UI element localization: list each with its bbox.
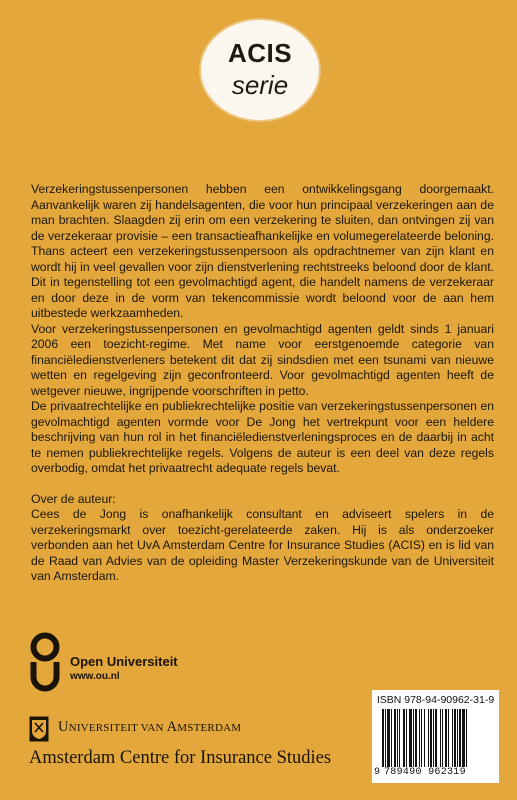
blurb-paragraph: De privaatrechtelijke en publiekrechtelijke positie van verzekeringstussenpersonen en gevolmachtigd agenten vormde voor De Jong het vertrekpunt voor een heldere beschrijving van hun rol in het financiëledienstverleningsproces en de daarbij in acht te nemen publiekrechtelijke regels. Volgens de auteur is een deel van deze regels overbodig, omdat het privaatrecht adequate regels bevat.	[31, 399, 494, 475]
isbn-label: ISBN 978-94-90962-31-9	[376, 694, 495, 706]
publisher-url: www.ou.nl	[70, 671, 120, 682]
series-title: ACIS	[227, 38, 293, 68]
author-heading: Over de auteur:	[31, 491, 116, 506]
university-initial-u: U	[58, 719, 69, 735]
centre-name: Amsterdam Centre for Insurance Studies	[29, 748, 332, 768]
blurb-paragraph: Verzekeringstussenpersonen hebben een ontwikkelingsgang doorgemaakt. Aanvankelijk waren zij handelsagenten, die voor hun principaal verzekeringen aan de man brachten. Slaagden zij erin om een verzekering te sluiten, dan ontvingen zij van de verzekeraar provisie – een transactieafhankelijke en volumegerelateerde beloning. Thans acteert een verzekeringstussenpersoon als opdrachtnemer van zijn klant en wordt hij in veel gevallen voor zijn dienstverlening rechtstreeks beloond door de klant. Dit in tegenstelling tot een gevolmachtigd agent, die handelt namens de verzekeraar en door deze in de vorm van tekencommissie wordt beloond voor de aan hem uitbestede werkzaamheden.	[31, 182, 494, 320]
author-bio: Cees de Jong is onafhankelijk consultant en adviseert spelers in de verzekeringsmarkt over toezicht-gerelateerde zaken. Hij is als onderzoeker verbonden aan het UvA Amsterdam Centre for Insurance Studies (ACIS) en is lid van de Raad van Advies van de opleiding Master Verzekeringskunde van de Universiteit van Amsterdam.	[31, 507, 494, 583]
publisher-name: Open Universiteit	[70, 654, 178, 669]
university-name	[58, 719, 241, 736]
university-rest-a: MSTERDAM	[177, 722, 242, 734]
barcode-icon	[382, 709, 492, 767]
uva-seal-icon	[29, 716, 49, 742]
blurb-paragraph: Voor verzekeringstussenpersonen en gevolmachtigd agenten geldt sinds 1 januari 2006 een toezicht-regime. Met name voor eerstgenoemde categorie van financiëledienstverleners betekent dit dat zij sindsdien met een tsunami van nieuwe wetten en regelgeving zijn geconfronteerd. Voor gevolmachtigd agenten heeft de wetgever nieuwe, ingrijpende voorschriften in petto.	[31, 321, 494, 398]
barcode-panel	[372, 690, 499, 783]
series-badge	[201, 20, 319, 120]
university-initial-a: A	[166, 719, 178, 735]
barcode-number: 789490 962319	[384, 767, 466, 778]
barcode-first-digit: 9	[374, 767, 381, 778]
university-rest-u: NIVERSITEIT VAN	[68, 722, 167, 734]
blurb	[31, 182, 494, 585]
open-universiteit-logo-icon	[30, 632, 60, 694]
series-subtitle: serie	[231, 70, 289, 100]
